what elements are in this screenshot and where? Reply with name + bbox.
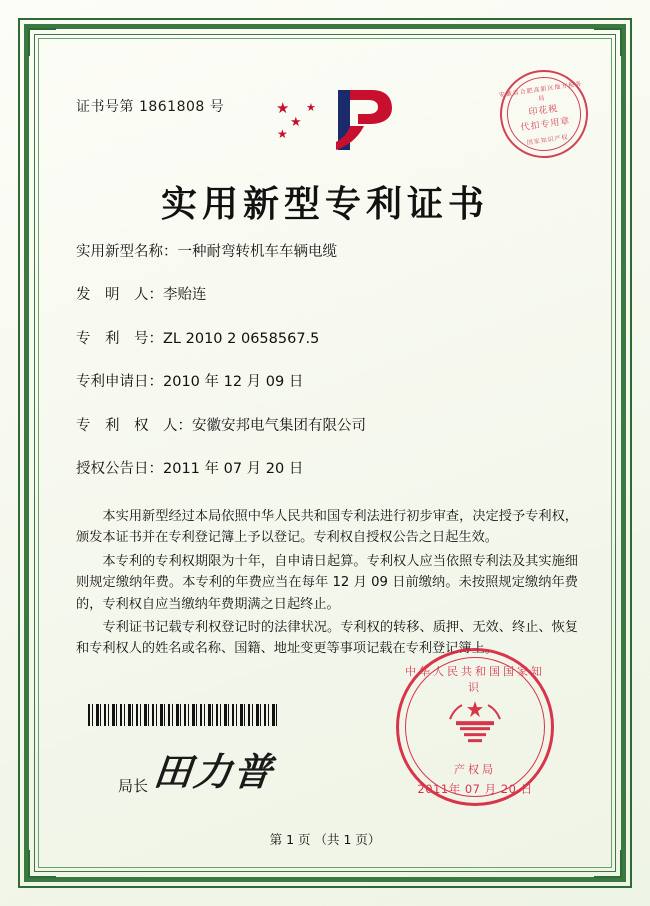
- field-value: 2011 年 07 月 20 日: [163, 460, 304, 477]
- field-row-utility-model-name: [76, 244, 582, 261]
- field-row-patent-number: [76, 331, 582, 348]
- star-icon: ★: [306, 101, 316, 114]
- official-seal-date: 2011年 07 月 20 日: [417, 782, 533, 796]
- star-icon: ★: [276, 99, 290, 117]
- field-row-patentee: [76, 418, 582, 435]
- certificate-content: [48, 48, 602, 858]
- field-row-grant-announcement-date: [76, 461, 582, 478]
- star-icon: ★: [277, 127, 288, 141]
- tax-stamp-line-1: 安徽省合肥高新区地方税务局: [498, 80, 583, 103]
- tax-stamp-line-3: 代扣专用章: [520, 116, 571, 134]
- field-label: 专利申请日：: [76, 374, 163, 391]
- signature-label: 局长: [118, 777, 149, 795]
- signature-handwriting: 田力普: [151, 749, 277, 794]
- official-seal-text-bottom: 产权局: [454, 763, 496, 776]
- star-icon: ★: [290, 115, 302, 130]
- field-list: [76, 244, 582, 504]
- legal-paragraph-1: 本实用新型经过本局依照中华人民共和国专利法进行初步审查，决定授予专利权，颁发本证书并在专利登记簿上予以登记。专利权自授权公告之日起生效。: [76, 509, 578, 546]
- patent-office-logo: [276, 86, 396, 156]
- barcode: [88, 704, 280, 730]
- field-value: 安徽安邦电气集团有限公司: [192, 417, 366, 434]
- field-value: ZL 2010 2 0658567.5: [163, 330, 320, 347]
- field-value: 一种耐弯转机车车辆电缆: [177, 244, 337, 260]
- legal-paragraph-3: 专利证书记载专利权登记时的法律状况。专利权的转移、质押、无效、终止、恢复和专利权人的姓名或名称、国籍、地址变更等事项记载在专利登记簿上。: [76, 619, 578, 657]
- legal-text-block: [76, 506, 578, 662]
- national-emblem-icon: [444, 699, 506, 747]
- field-label: 专 利 号：: [76, 330, 163, 347]
- official-seal-text-top: 中华人民共和国国家知识: [405, 665, 545, 694]
- document-title: 实用新型专利证书: [160, 183, 489, 225]
- logo-p-mark-icon: [324, 86, 396, 154]
- field-label: 发 明 人：: [76, 287, 163, 304]
- certificate-number: 证书号第 1861808 号: [76, 99, 225, 115]
- field-value: 2010 年 12 月 09 日: [163, 374, 304, 391]
- field-value: 李贻连: [163, 287, 207, 304]
- field-row-application-date: [76, 374, 582, 391]
- page-footer: 第 1 页 （共 1 页）: [269, 832, 381, 847]
- field-label: 授权公告日：: [76, 460, 163, 477]
- field-label: 专 利 权 人：: [76, 417, 192, 434]
- tax-stamp-line-4: 国家知识产权: [526, 133, 569, 147]
- tax-stamp-seal: [494, 64, 593, 163]
- signature-row: [118, 741, 277, 796]
- legal-paragraph-2: 本专利的专利权期限为十年，自申请日起算。专利权人应当依照专利法及其实施细则规定缴纳年费。本专利的年费应当在每年 12 月 09 日前缴纳。未按照规定缴纳年费的，专利权自应当缴纳年费期满之日起终止。: [76, 553, 578, 612]
- tax-stamp-line-2: 印花税: [528, 103, 560, 119]
- barcode-bars: [88, 704, 280, 726]
- official-seal: [396, 648, 554, 806]
- field-row-inventor: [76, 287, 582, 304]
- field-label: 实用新型名称：: [76, 244, 178, 260]
